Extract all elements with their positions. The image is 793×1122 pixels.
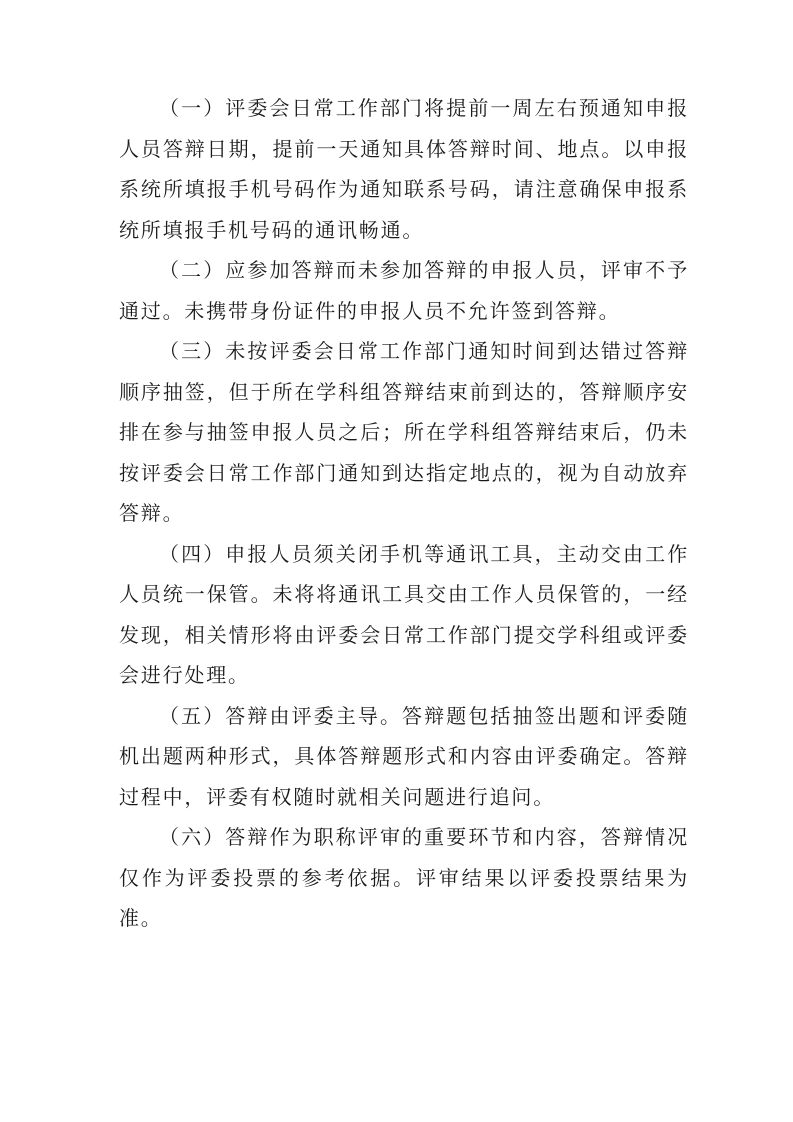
paragraph-1: （一）评委会日常工作部门将提前一周左右预通知申报人员答辩日期，提前一天通知具体答辩时间、地点。以申报系统所填报手机号码作为通知联系号码，请注意确保申报系统所填报手机号码的通讯畅通。: [119, 96, 689, 242]
document-body: [119, 88, 689, 939]
paragraph-2: （二）应参加答辩而未参加答辩的申报人员，评审不予通过。未携带身份证件的申报人员不允许签到答辩。: [119, 258, 689, 323]
paragraph-6: （六）答辩作为职称评审的重要环节和内容，答辩情况仅作为评委投票的参考依据。评审结果以评委投票结果为准。: [119, 825, 689, 930]
paragraph-3: （三）未按评委会日常工作部门通知时间到达错过答辩顺序抽签，但于所在学科组答辩结束前到达的，答辩顺序安排在参与抽签申报人员之后；所在学科组答辩结束后，仍未按评委会日常工作部门通知到达指定地点的，视为自动放弃答辩。: [119, 339, 689, 525]
paragraph-5: （五）答辩由评委主导。答辩题包括抽签出题和评委随机出题两种形式，具体答辩题形式和内容由评委确定。答辩过程中，评委有权随时就相关问题进行追问。: [119, 703, 689, 809]
paragraph-4: （四）申报人员须关闭手机等通讯工具，主动交由工作人员统一保管。未将将通讯工具交由工作人员保管的，一经发现，相关情形将由评委会日常工作部门提交学科组或评委会进行处理。: [119, 541, 689, 687]
